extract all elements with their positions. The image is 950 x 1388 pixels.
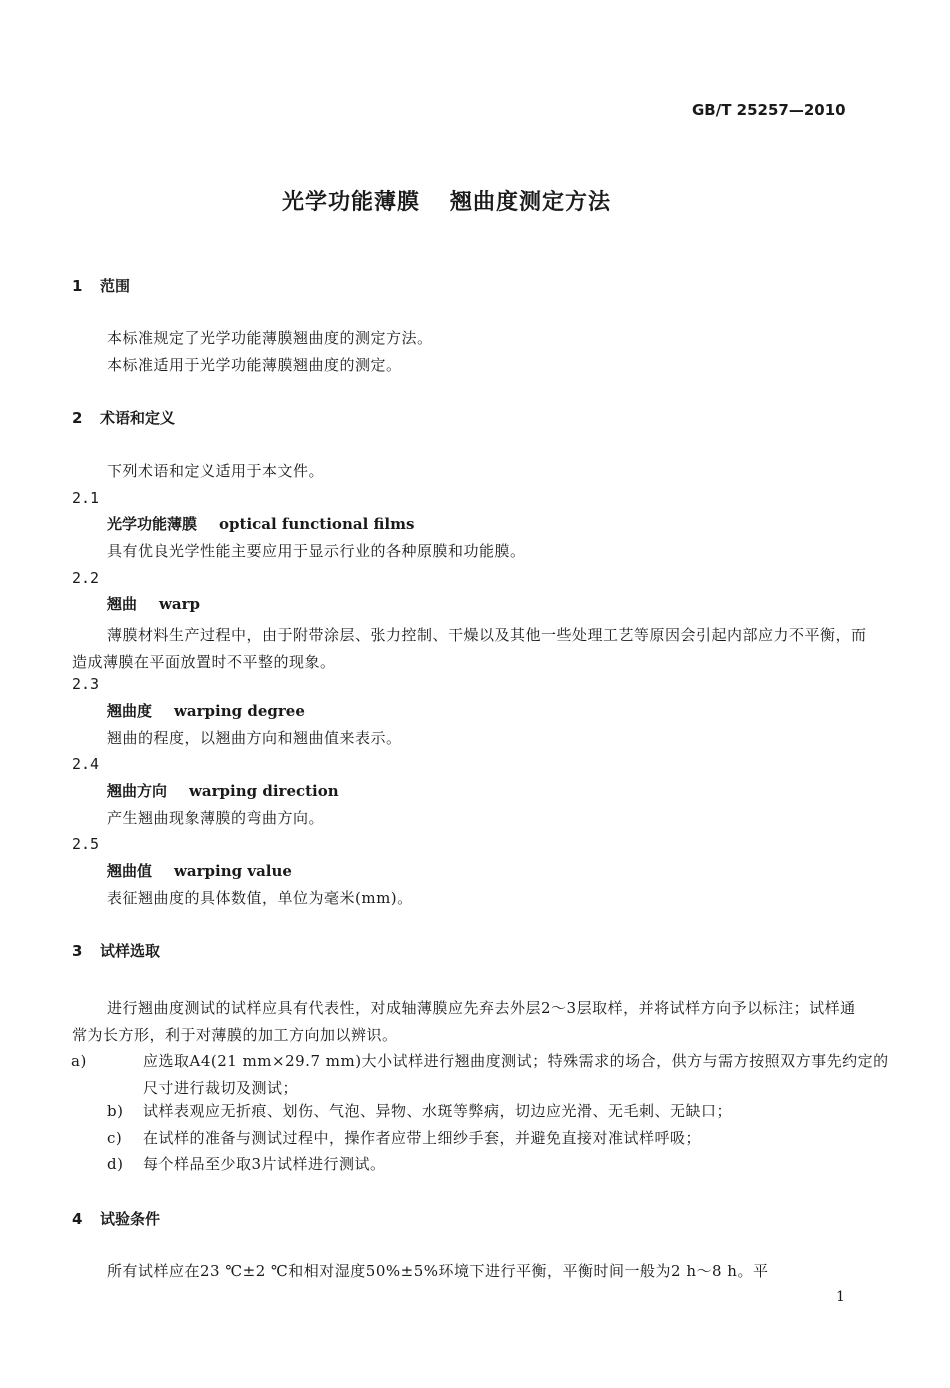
list-item-text: 应选取A4(21 mm×29.7 mm)大小试样进行翘曲度测试；特殊需求的场合，供方与需方按照双方事先约定的尺寸进行裁切及测试； (143, 1052, 889, 1097)
page-number: 1 (836, 1289, 845, 1305)
section-2-heading (72, 409, 175, 427)
term-heading (107, 782, 339, 800)
list-item-text: 试样表观应无折痕、划伤、气泡、异物、水斑等弊病，切边应光滑、无毛刺、无缺口； (143, 1102, 733, 1120)
term-en: warping value (174, 862, 292, 880)
title-part-1: 光学功能薄膜 (282, 190, 421, 215)
list-item-label: b) (107, 1102, 124, 1120)
term-en: warp (159, 595, 201, 613)
section-number: 1 (72, 277, 83, 295)
term-en: warping degree (174, 702, 305, 720)
term-heading (107, 862, 292, 880)
term-definition: 薄膜材料生产过程中，由于附带涂层、张力控制、干燥以及其他一些处理工艺等原因会引起内部应力不平衡，而造成薄膜在平面放置时不平整的现象。 (72, 626, 867, 671)
list-item (107, 1155, 386, 1173)
list-item-label: d) (107, 1155, 124, 1173)
term-definition: 具有优良光学性能主要应用于显示行业的各种原膜和功能膜。 (107, 542, 526, 560)
list-item (107, 1129, 701, 1147)
clause-number: 2.2 (72, 569, 100, 587)
list-item-label: a) (71, 1052, 87, 1070)
term-zh: 光学功能薄膜 (107, 515, 198, 533)
section-title: 试验条件 (100, 1210, 161, 1228)
list-item-text: 每个样品至少取3片试样进行测试。 (143, 1155, 386, 1173)
term-heading (107, 702, 305, 720)
section-number: 3 (72, 942, 83, 960)
term-zh: 翘曲方向 (107, 782, 168, 800)
section-4-paragraph-1: 所有试样应在23 ℃±2 ℃和相对湿度50%±5%环境下进行平衡，平衡时间一般为2 h～8 h。平 (107, 1262, 769, 1280)
term-en: optical functional films (219, 515, 415, 533)
section-1-paragraph-1: 本标准规定了光学功能薄膜翘曲度的测定方法。 (107, 329, 433, 347)
clause-number: 2.1 (72, 489, 100, 507)
section-number: 2 (72, 409, 83, 427)
section-1-heading (72, 277, 130, 295)
term-definition: 表征翘曲度的具体数值，单位为毫米(mm)。 (107, 889, 413, 907)
list-item (107, 1102, 732, 1120)
list-item-label: c) (107, 1129, 123, 1147)
clause-number: 2.5 (72, 835, 100, 853)
title-part-2: 翘曲度测定方法 (450, 190, 612, 215)
section-title: 范围 (100, 277, 131, 295)
section-4-heading (72, 1210, 160, 1228)
term-zh: 翘曲度 (107, 702, 153, 720)
term-definition: 翘曲的程度，以翘曲方向和翘曲值来表示。 (107, 729, 402, 747)
clause-number: 2.4 (72, 755, 100, 773)
section-3-intro: 进行翘曲度测试的试样应具有代表性，对成轴薄膜应先弃去外层2～3层取样，并将试样方向予以标注；试样通常为长方形，利于对薄膜的加工方向加以辨识。 (72, 999, 856, 1044)
term-zh: 翘曲值 (107, 862, 153, 880)
term-heading (107, 515, 414, 533)
section-1-paragraph-2: 本标准适用于光学功能薄膜翘曲度的测定。 (107, 356, 402, 374)
document-title (282, 190, 611, 216)
term-heading (107, 595, 200, 613)
term-definition: 产生翘曲现象薄膜的弯曲方向。 (107, 809, 325, 827)
section-title: 试样选取 (100, 942, 161, 960)
section-3-heading (72, 942, 160, 960)
list-item (71, 1048, 904, 1102)
section-2-intro: 下列术语和定义适用于本文件。 (107, 462, 325, 480)
section-title: 术语和定义 (100, 409, 176, 427)
section-number: 4 (72, 1210, 83, 1228)
standard-code: GB/T 25257—2010 (692, 101, 846, 119)
term-zh: 翘曲 (107, 595, 138, 613)
clause-number: 2.3 (72, 675, 100, 693)
list-item-text: 在试样的准备与测试过程中，操作者应带上细纱手套，并避免直接对准试样呼吸； (143, 1129, 702, 1147)
term-en: warping direction (189, 782, 339, 800)
